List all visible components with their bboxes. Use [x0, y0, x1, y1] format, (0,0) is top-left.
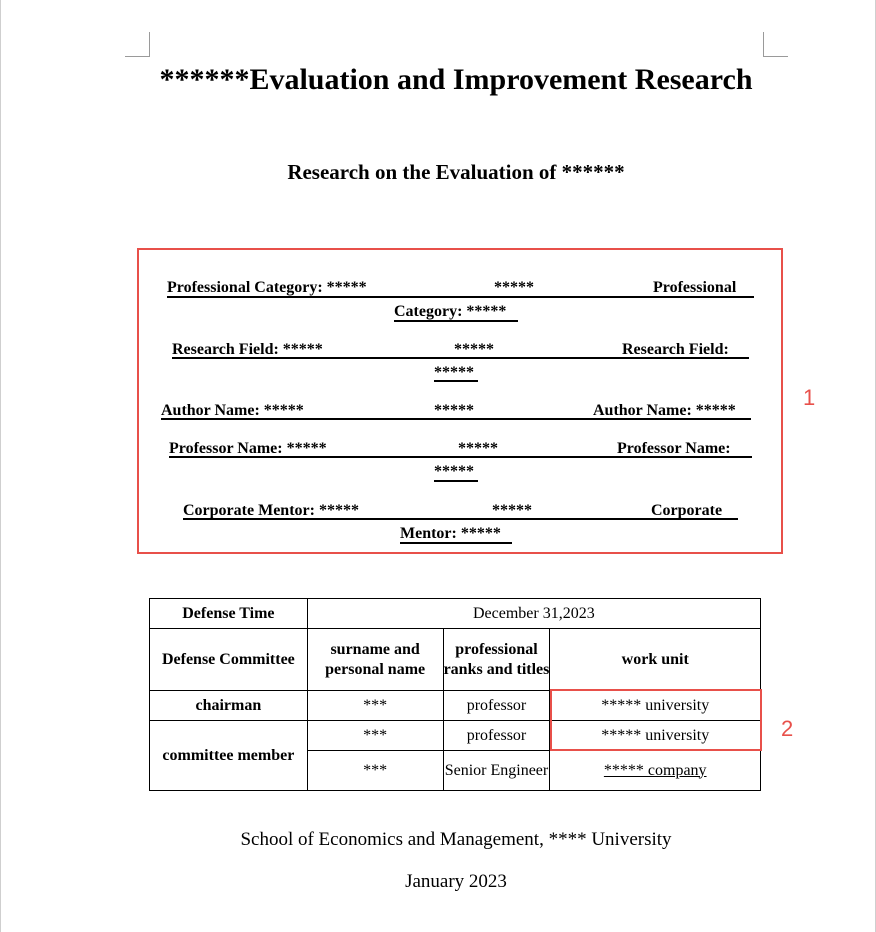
document-subtitle: Research on the Evaluation of ****** — [287, 160, 625, 184]
professor-name-label-repeat: Professor Name: — [617, 440, 731, 457]
name-cell: *** — [307, 691, 443, 721]
unit-cell: ***** university — [550, 691, 761, 721]
annotation-number-2: 2 — [781, 716, 794, 741]
professional-category-label-wrap: Category: ***** — [394, 303, 507, 320]
margin-corner-mark — [763, 32, 788, 57]
school-name: School of Economics and Management, **** University — [240, 829, 672, 850]
column-header-unit: work unit — [550, 629, 761, 691]
unit-cell-text: ***** company — [603, 761, 707, 779]
corporate-mentor-label: Corporate Mentor: ***** — [183, 502, 359, 519]
corporate-mentor-value: ***** — [492, 502, 532, 519]
professor-name-label-wrap: ***** — [434, 463, 474, 480]
field-underline — [394, 320, 518, 322]
unit-cell — [550, 751, 761, 791]
field-underline — [183, 518, 738, 520]
professor-name-label: Professor Name: ***** — [169, 440, 327, 457]
document-title: ******Evaluation and Improvement Research — [159, 63, 753, 96]
column-header-name: surname and personal name — [307, 629, 443, 691]
rank-cell: Senior Engineer — [443, 751, 550, 791]
field-underline — [172, 357, 749, 359]
margin-corner-mark — [125, 32, 150, 57]
rank-cell: professor — [443, 721, 550, 751]
field-underline — [434, 380, 478, 382]
role-cell: committee member — [150, 721, 308, 791]
author-name-label-repeat: Author Name: ***** — [593, 402, 736, 419]
unit-cell: ***** university — [550, 721, 761, 751]
name-cell: *** — [307, 751, 443, 791]
annotation-box-2 — [550, 689, 762, 751]
field-underline — [161, 418, 751, 420]
professional-category-label: Professional Category: ***** — [167, 279, 367, 296]
corporate-mentor-label-wrap: Mentor: ***** — [400, 525, 501, 542]
research-field-value: ***** — [454, 341, 494, 358]
field-underline — [400, 542, 512, 544]
corporate-mentor-label-repeat: Corporate — [651, 502, 723, 519]
author-name-value: ***** — [434, 402, 474, 419]
professional-category-value: ***** — [494, 279, 534, 296]
research-field-label-repeat: Research Field: — [622, 341, 729, 358]
name-cell: *** — [307, 721, 443, 751]
author-name-label: Author Name: ***** — [161, 402, 304, 419]
annotation-number-1: 1 — [803, 385, 816, 410]
document-date: January 2023 — [405, 871, 507, 892]
field-underline — [434, 480, 478, 482]
research-field-label-wrap: ***** — [434, 364, 474, 381]
table-row — [150, 629, 761, 691]
defense-time-label: Defense Time — [150, 599, 308, 629]
defense-time-value: December 31,2023 — [307, 599, 760, 629]
professor-name-value: ***** — [458, 440, 498, 457]
research-field-label: Research Field: ***** — [172, 341, 323, 358]
professional-category-label-repeat: Professional — [653, 279, 737, 296]
defense-committee-label: Defense Committee — [150, 629, 308, 691]
rank-cell: professor — [443, 691, 550, 721]
role-cell: chairman — [150, 691, 308, 721]
field-underline — [167, 296, 754, 298]
table-row — [150, 599, 761, 629]
field-underline — [169, 456, 752, 458]
column-header-rank: professional ranks and titles — [443, 629, 550, 691]
